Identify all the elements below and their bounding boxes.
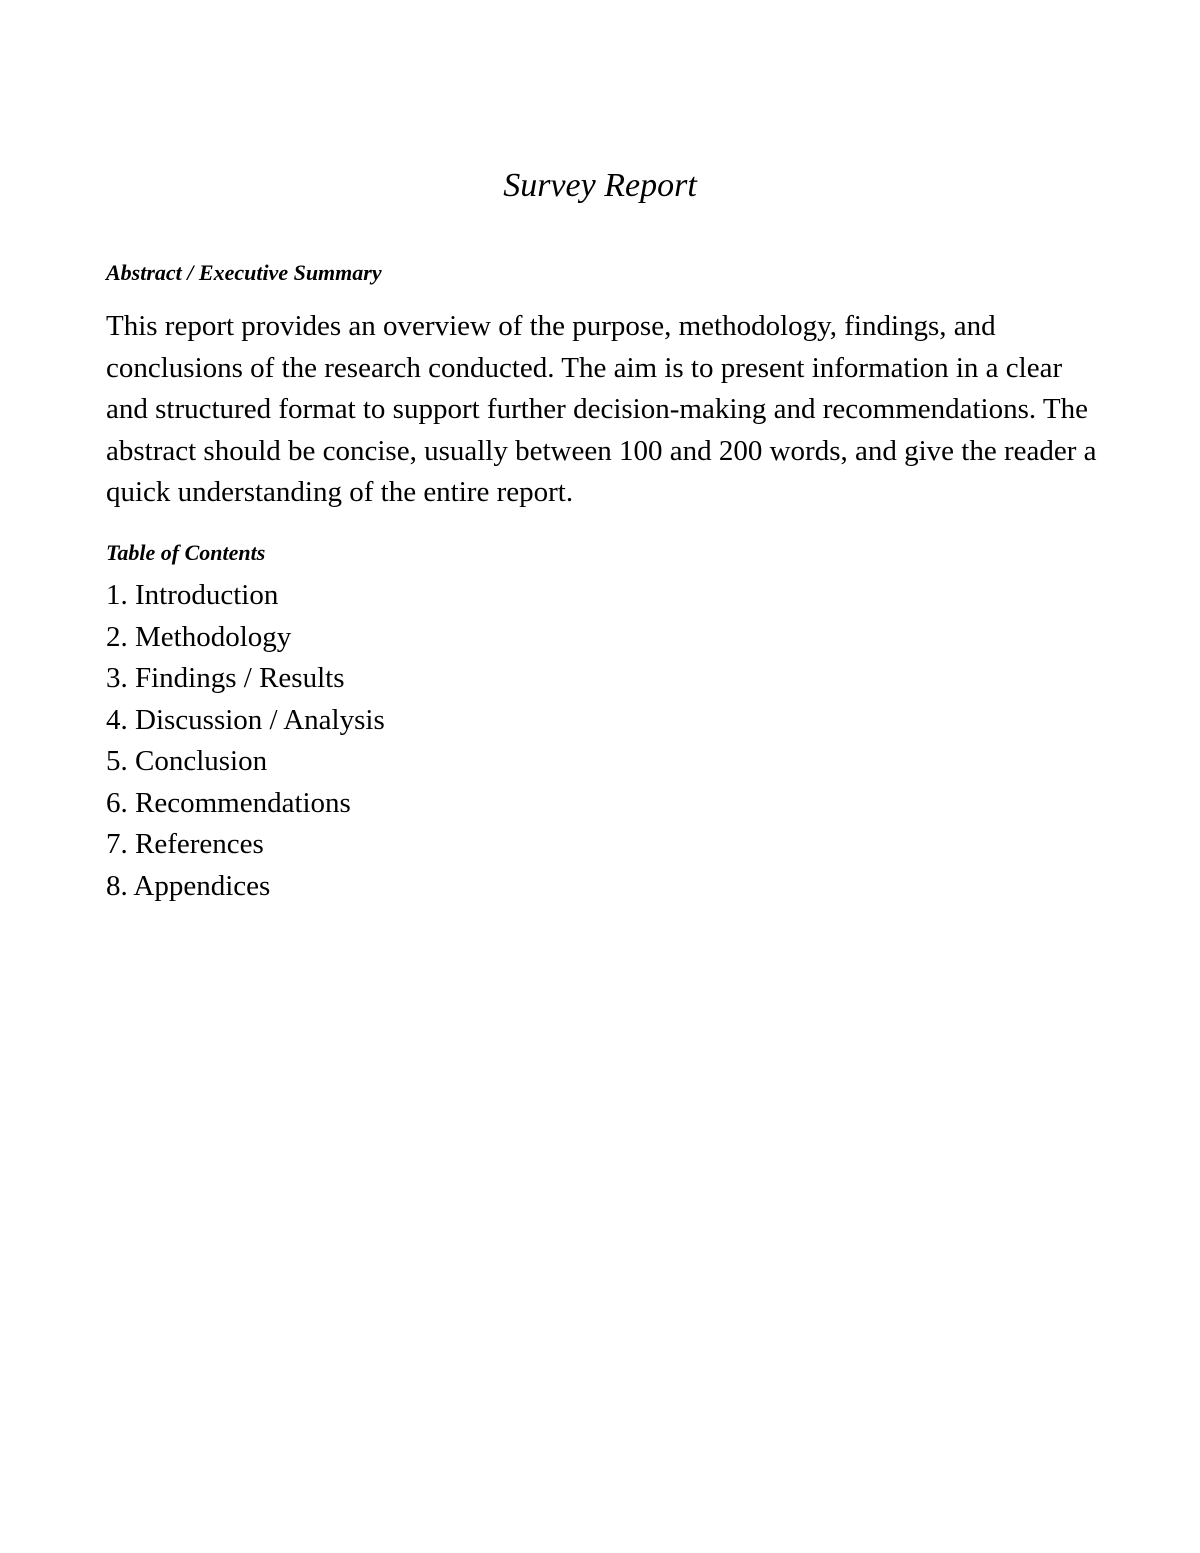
toc-item-introduction: 1. Introduction — [106, 579, 279, 611]
toc-item-recommendations: 6. Recommendations — [106, 786, 351, 819]
toc-item-appendices: 8. Appendices — [106, 869, 271, 902]
toc-item-findings: 3. Findings / Results — [106, 662, 345, 694]
toc-item-references: 7. References — [106, 828, 264, 860]
table-of-contents — [106, 575, 385, 907]
toc-item-conclusion: 5. Conclusion — [106, 745, 268, 777]
abstract-heading: Abstract / Executive Summary — [106, 260, 382, 285]
abstract-paragraph: This report provides an overview of the purpose, methodology, findings, and conclusions of the research conducted. The aim is to present information in a clear and structured format to support further decision-making and recommendations. The abstract should be concise, usually between 100 and 200 words, and give the reader a quick understanding of the entire report. — [106, 310, 1097, 508]
toc-item-discussion: 4. Discussion / Analysis — [106, 703, 385, 736]
page-title: Survey Report — [503, 167, 697, 204]
toc-heading: Table of Contents — [106, 540, 266, 565]
toc-item-methodology: 2. Methodology — [106, 620, 292, 653]
